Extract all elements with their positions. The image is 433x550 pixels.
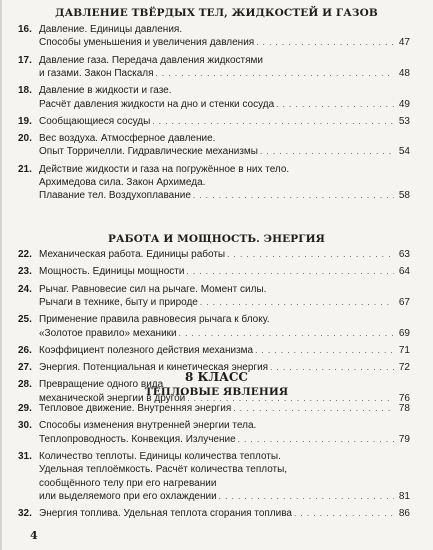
toc-entry-title: сообщённого телу при его нагревании bbox=[39, 477, 217, 489]
toc-entry-page: 63 bbox=[398, 249, 410, 260]
toc-entry-line bbox=[18, 296, 410, 310]
toc-entry-page: 79 bbox=[398, 433, 410, 445]
toc-entry-page: 71 bbox=[398, 344, 410, 356]
toc-entry-line bbox=[18, 344, 410, 358]
toc-entry-page: 64 bbox=[398, 266, 410, 278]
dot-leader bbox=[294, 507, 394, 521]
toc-entry-line bbox=[18, 189, 410, 203]
toc-entry-page: 49 bbox=[398, 98, 410, 110]
toc-entry-line bbox=[18, 313, 410, 327]
toc-entry-title: Энергия топлива. Удельная теплота сгорания топлива bbox=[39, 508, 292, 520]
section-title-work-energy: РАБОТА И МОЩНОСТЬ. ЭНЕРГИЯ bbox=[108, 233, 325, 245]
toc-entry-line bbox=[18, 433, 410, 447]
toc-entry-number: 24. bbox=[18, 283, 32, 295]
dot-leader bbox=[238, 433, 394, 447]
toc-entry-title: Применение правила равновесия рычага к блоку. bbox=[39, 314, 270, 326]
toc-entry-line bbox=[18, 402, 410, 416]
toc-entry-title: Количество теплоты. Единицы количества теплоты. bbox=[39, 450, 281, 462]
section-title-pressure: ДАВЛЕНИЕ ТВЁРДЫХ ТЕЛ, ЖИДКОСТЕЙ И ГАЗОВ bbox=[55, 7, 378, 19]
toc-entry-number: 22. bbox=[18, 249, 32, 260]
dot-leader bbox=[233, 402, 394, 416]
page-edge-shadow bbox=[0, 0, 2, 550]
toc-entry-number: 16. bbox=[18, 24, 32, 35]
toc-entry-page: 67 bbox=[398, 296, 410, 308]
toc-entry-title: Вес воздуха. Атмосферное давление. bbox=[39, 133, 216, 145]
toc-entry-page: 69 bbox=[398, 327, 410, 339]
toc-entry-title: Плавание тел. Воздухоплавание bbox=[39, 190, 191, 202]
toc-entry-number: 18. bbox=[18, 85, 32, 97]
toc-entry-page: 86 bbox=[398, 508, 410, 520]
dot-leader bbox=[260, 145, 394, 159]
toc-entry-line bbox=[18, 176, 410, 190]
toc-entry-line bbox=[18, 477, 410, 491]
toc-entry-number: 31. bbox=[18, 450, 32, 462]
toc-entry-title: Способы изменения внутренней энергии тела. bbox=[39, 420, 257, 432]
toc-entry-number: 32. bbox=[18, 508, 32, 520]
toc-entry-line bbox=[18, 54, 410, 68]
dot-leader bbox=[255, 344, 394, 358]
toc-entry-line bbox=[18, 23, 410, 37]
dot-leader bbox=[152, 115, 394, 129]
toc-entry-title: Тепловое движение. Внутренняя энергия bbox=[39, 403, 232, 414]
toc-entry-number: 25. bbox=[18, 314, 32, 326]
toc-entry-number: 26. bbox=[18, 344, 32, 356]
toc-entry-page: 58 bbox=[398, 190, 410, 202]
toc-entry-title: Сообщающиеся сосуды bbox=[39, 115, 151, 127]
dot-leader bbox=[276, 98, 394, 112]
toc-entry-page: 54 bbox=[398, 146, 410, 158]
toc-entry-title: Энергия. Потенциальная и кинетическая энергия bbox=[39, 362, 269, 374]
toc-entry-line bbox=[18, 163, 410, 177]
toc-entry-page: 72 bbox=[398, 362, 410, 374]
toc-entry-number: 29. bbox=[18, 403, 32, 414]
toc-entry-title: «Золотое правило» механики bbox=[39, 327, 177, 339]
toc-entry-title: Давление. Единицы давления. bbox=[39, 24, 183, 35]
toc-entry-title: Мощность. Единицы мощности bbox=[39, 266, 185, 278]
toc-entry-title: Рычаги в технике, быту и природе bbox=[39, 296, 198, 308]
toc-entry-page: 47 bbox=[398, 37, 410, 49]
toc-entry-line bbox=[18, 248, 410, 262]
dot-leader bbox=[193, 189, 394, 203]
toc-entry-line bbox=[18, 450, 410, 464]
toc-entry-title: Превращение одного вида bbox=[39, 379, 164, 391]
section-title-thermal: ТЕПЛОВЫЕ ЯВЛЕНИЯ bbox=[144, 386, 289, 398]
toc-entry-line bbox=[18, 84, 410, 98]
toc-entry-number: 17. bbox=[18, 54, 32, 66]
toc-entry-number: 23. bbox=[18, 266, 32, 278]
toc-entry-title: Удельная теплоёмкость. Расчёт количества теплоты, bbox=[39, 464, 288, 476]
toc-entry-title: Способы уменьшения и увеличения давления bbox=[39, 37, 255, 49]
toc-entry-title: и газами. Закон Паскаля bbox=[39, 67, 154, 79]
toc-entry-line bbox=[18, 283, 410, 297]
toc-entry-title: механической энергии в другой bbox=[39, 392, 186, 404]
toc-entry-page: 78 bbox=[398, 403, 410, 414]
dot-leader bbox=[200, 296, 394, 310]
dot-leader bbox=[227, 248, 394, 262]
toc-entry-number: 28. bbox=[18, 379, 32, 391]
toc-entry-line bbox=[18, 67, 410, 81]
toc-entry-line bbox=[18, 327, 410, 341]
toc-entry-line bbox=[18, 115, 410, 129]
dot-leader bbox=[179, 327, 394, 341]
toc-entry-page: 76 bbox=[398, 392, 410, 404]
toc-entry-line bbox=[18, 265, 410, 279]
dot-leader bbox=[186, 265, 394, 279]
toc-entry-line bbox=[18, 419, 410, 433]
dot-leader bbox=[156, 67, 394, 81]
toc-entry-number: 21. bbox=[18, 163, 32, 175]
toc-entry-line bbox=[18, 145, 410, 159]
toc-entry-title: Опыт Торричелли. Гидравлические механизмы bbox=[39, 146, 258, 158]
toc-entry-line bbox=[18, 98, 410, 112]
toc-entry-title: Коэффициент полезного действия механизма bbox=[39, 344, 254, 356]
toc-entry-page: 53 bbox=[398, 115, 410, 127]
toc-entry-number: 30. bbox=[18, 420, 32, 432]
toc-entry-title: Действие жидкости и газа на погружённое в них тело. bbox=[39, 163, 290, 175]
dot-leader bbox=[219, 490, 394, 504]
toc-entry-title: Рычаг. Равновесие сил на рычаге. Момент силы. bbox=[39, 283, 267, 295]
toc-entry-line bbox=[18, 132, 410, 146]
toc-entry-number: 27. bbox=[18, 362, 32, 374]
dot-leader bbox=[256, 36, 394, 50]
toc-entry-number: 20. bbox=[18, 133, 32, 145]
toc-entry-title: Давление в жидкости и газе. bbox=[39, 85, 172, 97]
toc-entry-page: 81 bbox=[398, 490, 410, 502]
toc-entry-line bbox=[18, 507, 410, 521]
toc-entry-title: или выделяемого при его охлаждении bbox=[39, 490, 217, 502]
toc-entry-line bbox=[18, 490, 410, 504]
toc-entry-page: 48 bbox=[398, 67, 410, 79]
grade-title: 8 КЛАСС bbox=[185, 370, 248, 384]
toc-entry-title: Расчёт давления жидкости на дно и стенки сосуда bbox=[39, 98, 275, 110]
toc-entry-title: Давление газа. Передача давления жидкостями bbox=[39, 54, 264, 66]
toc-entry-title: Теплопроводность. Конвекция. Излучение bbox=[39, 433, 236, 445]
toc-entry-number: 19. bbox=[18, 115, 32, 127]
toc-entry-title: Архимедова сила. Закон Архимеда. bbox=[39, 177, 206, 188]
toc-entry-line bbox=[18, 36, 410, 50]
toc-entry-title: Механическая работа. Единицы работы bbox=[39, 249, 226, 260]
page-number: 4 bbox=[30, 529, 38, 542]
toc-entry-line bbox=[18, 463, 410, 477]
